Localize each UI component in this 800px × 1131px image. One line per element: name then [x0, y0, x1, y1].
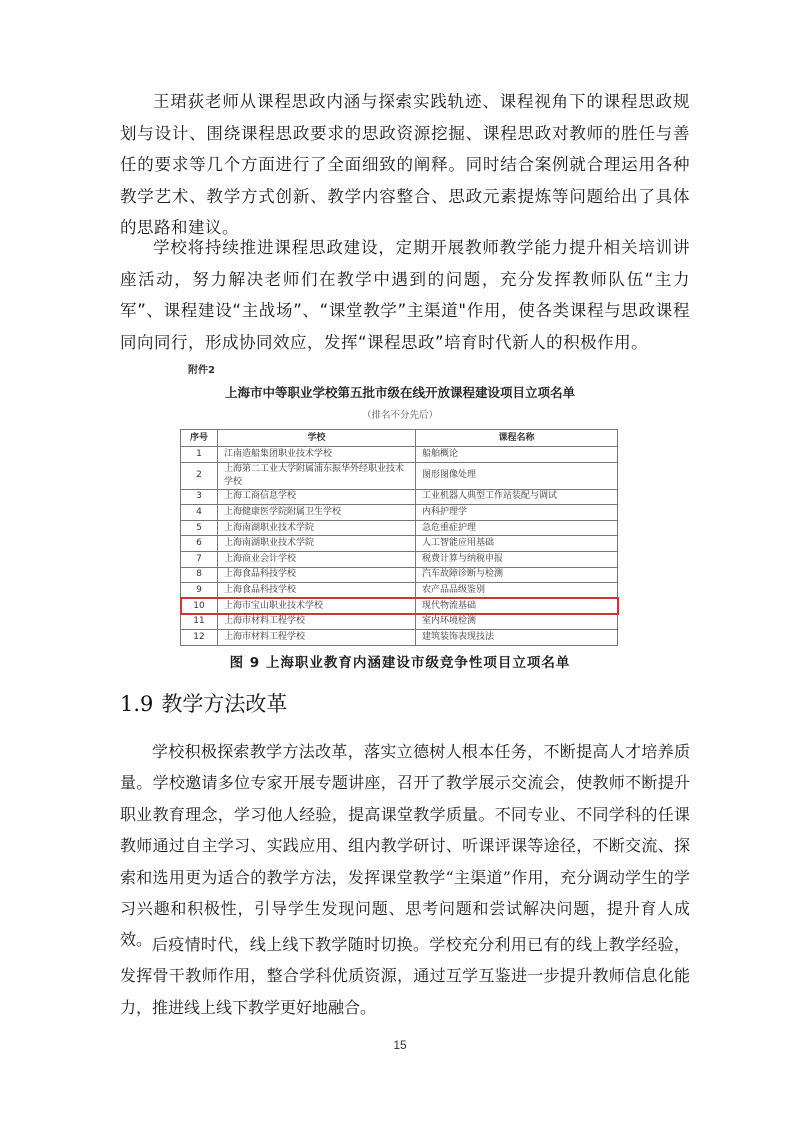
table-row — [181, 462, 618, 489]
row-num: 10 — [181, 598, 218, 614]
project-list-table — [180, 429, 618, 646]
table-row-highlighted — [181, 598, 618, 614]
row-school: 上海市材料工程学校 — [218, 614, 416, 630]
row-course: 农产品品级鉴别 — [416, 583, 618, 599]
row-school: 上海南湖职业技术学院 — [218, 520, 416, 536]
row-school: 上海工商信息学校 — [218, 489, 416, 505]
row-course: 室内环境检测 — [416, 614, 618, 630]
row-school: 上海第二工业大学附属浦东振华外经职业技术学校 — [218, 462, 416, 489]
row-course: 人工智能应用基础 — [416, 536, 618, 552]
section-heading — [120, 688, 295, 718]
figure-attachment-label: 附件2 — [188, 365, 215, 376]
section-number: 1.9 — [120, 692, 154, 716]
figure-title: 上海市中等职业学校第五批市级在线开放课程建设项目立项名单 — [224, 385, 575, 400]
table-row — [181, 567, 618, 583]
row-num: 3 — [181, 489, 218, 505]
header-course: 课程名称 — [416, 430, 618, 447]
row-num: 11 — [181, 614, 218, 630]
row-num: 7 — [181, 551, 218, 567]
section-title: 教学方法改革 — [161, 692, 288, 716]
table-row — [181, 629, 618, 645]
row-course: 内科护理学 — [416, 505, 618, 521]
row-num: 1 — [181, 447, 218, 463]
table-row — [181, 447, 618, 463]
row-school: 上海市材料工程学校 — [218, 629, 416, 645]
row-course: 现代物流基础 — [416, 598, 618, 614]
row-course: 船舶概论 — [416, 447, 618, 463]
table-row — [181, 536, 618, 552]
row-course: 急危重症护理 — [416, 520, 618, 536]
row-school: 上海食品科技学校 — [218, 567, 416, 583]
row-school: 上海健康医学院附属卫生学校 — [218, 505, 416, 521]
page-number: 15 — [393, 1038, 407, 1052]
figure-subtitle: （排名不分先后） — [361, 410, 438, 421]
table-row — [181, 505, 618, 521]
section-paragraph-1: 学校积极探索教学方法改革，落实立德树人根本任务，不断提高人才培养质量。学校邀请多位专家开展专题讲座，召开了教学展示交流会，使教师不断提升职业教育理念，学习他人经验，提高课堂教学质量。不同专业、不同学科的任课教师通过自主学习、实践应用、组内教学研讨、听课评课等途径，不断交流、探索和选用更为适合的教学方法，发挥课堂教学“主渠道”作用，充分调动学生的学习兴趣和积极性，引导学生发现问题、思考问题和尝试解决问题，提升育人成效。 — [120, 742, 690, 950]
table-header-row — [181, 430, 618, 447]
row-course: 建筑装饰表现技法 — [416, 629, 618, 645]
row-num: 8 — [181, 567, 218, 583]
figure-caption: 图 9 上海职业教育内涵建设市级竞争性项目立项名单 — [229, 655, 571, 671]
row-school: 上海食品科技学校 — [218, 583, 416, 599]
table-row — [181, 489, 618, 505]
row-num: 6 — [181, 536, 218, 552]
row-num: 5 — [181, 520, 218, 536]
row-num: 2 — [181, 462, 218, 489]
table-row — [181, 551, 618, 567]
table-row — [181, 520, 618, 536]
figure-image — [180, 357, 620, 647]
row-num: 9 — [181, 583, 218, 599]
table-row — [181, 583, 618, 599]
row-num: 4 — [181, 505, 218, 521]
body-paragraph-2: 学校将持续推进课程思政建设，定期开展教师教学能力提升相关培训讲座活动，努力解决老师们在教学中遇到的问题，充分发挥教师队伍“主力军”、课程建设“主战场”、“课堂教学”主渠道"作用，使各类课程与思政课程同向同行，形成协同效应，发挥“课程思政”培育时代新人的积极作用。 — [120, 238, 690, 352]
body-paragraph-1: 王珺荻老师从课程思政内涵与探索实践轨迹、课程视角下的课程思政规划与设计、围绕课程思政要求的思政资源挖掘、课程思政对教师的胜任与善任的要求等几个方面进行了全面细致的阐释。同时结合案例就合理运用各种教学艺术、教学方式创新、教学内容整合、思政元素提炼等问题给出了具体的思路和建议。 — [120, 92, 690, 237]
row-school: 上海南湖职业技术学院 — [218, 536, 416, 552]
row-course: 图形图像处理 — [416, 462, 618, 489]
row-course: 工业机器人典型工作站装配与调试 — [416, 489, 618, 505]
table-row — [181, 614, 618, 630]
section-paragraph-2: 后疫情时代，线上线下教学随时切换。学校充分利用已有的线上教学经验，发挥骨干教师作用，整合学科优质资源，通过互学互鉴进一步提升教师信息化能力，推进线上线下教学更好地融合。 — [120, 935, 690, 1017]
header-num: 序号 — [181, 430, 218, 447]
row-school: 江南造船集团职业技术学校 — [218, 447, 416, 463]
row-course: 税费计算与纳税申报 — [416, 551, 618, 567]
row-school: 上海市宝山职业技术学校 — [218, 598, 416, 614]
header-school: 学校 — [218, 430, 416, 447]
row-course: 汽车故障诊断与检测 — [416, 567, 618, 583]
row-num: 12 — [181, 629, 218, 645]
row-school: 上海商业会计学校 — [218, 551, 416, 567]
